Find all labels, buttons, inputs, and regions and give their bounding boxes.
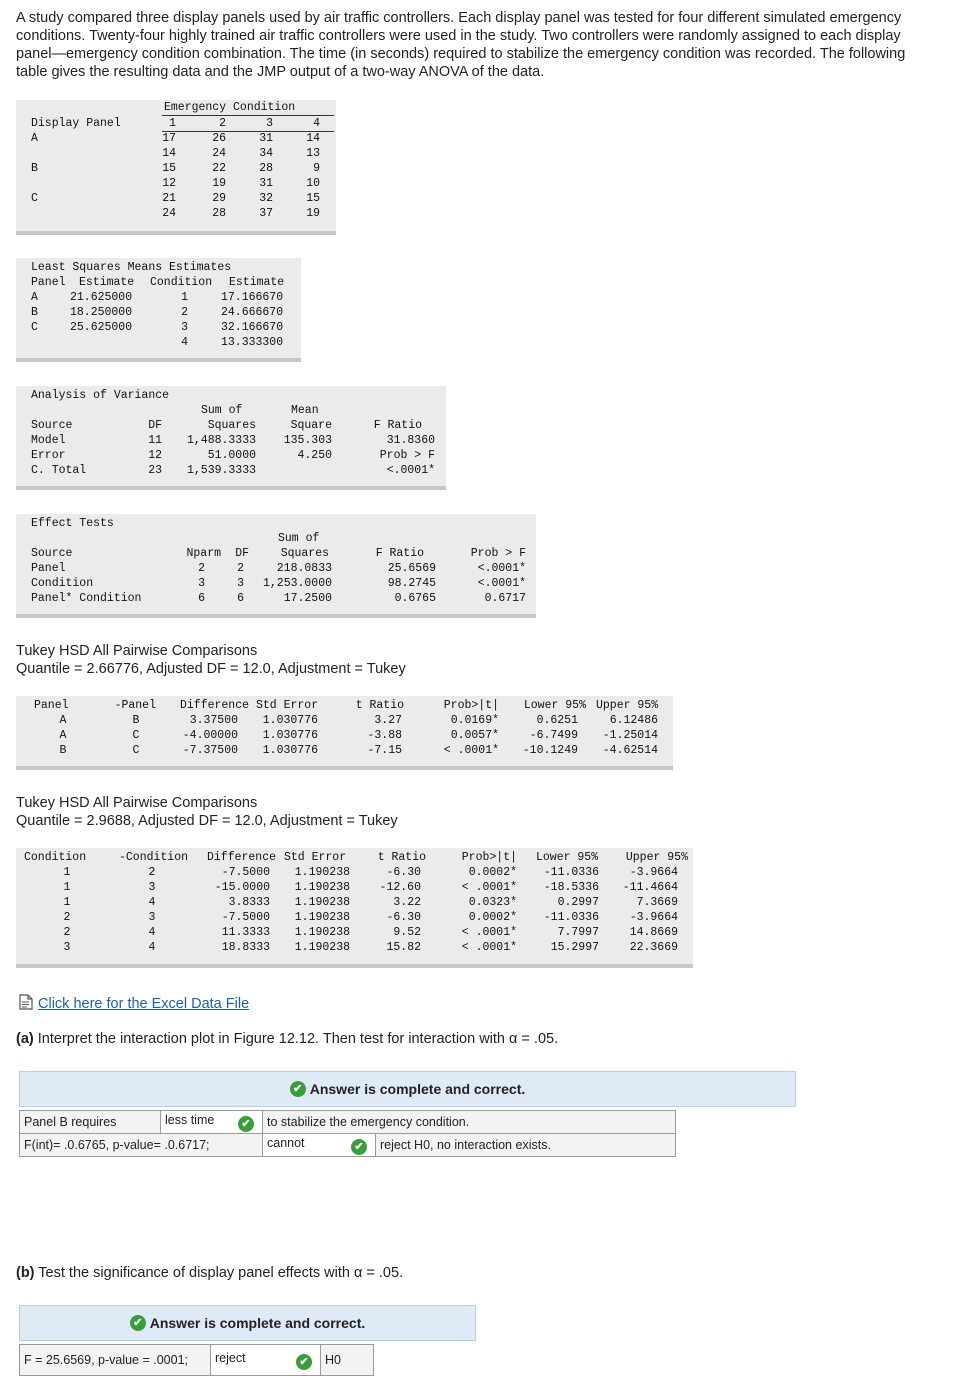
effect-tests-panel <box>16 514 536 618</box>
anova-title: Analysis of Variance <box>31 389 170 402</box>
tukey2-cell: -11.4664 <box>622 881 678 894</box>
lsm-header: Condition <box>150 276 213 289</box>
part-b-label: (b) <box>16 1265 35 1281</box>
excel-link-text: Click here for the Excel Data File <box>38 996 250 1012</box>
tukey2-cell: -6.30 <box>386 911 421 924</box>
tukey1-header: Std Error <box>256 699 319 712</box>
anova-header: F Ratio <box>373 419 422 432</box>
problem-intro: A study compared three display panels used by air traffic controllers. Each display panel was tested for four different simulated emergency conditions. Twenty-four highly trained air traffic controllers were used in the study. Two controllers were randomly assigned to each display panel—emergency condition combination. The time (in seconds) required to stabilize the emergency condition was recorded. The following table gives the resulting data and the JMP output of a two-way ANOVA of the data. <box>16 10 906 80</box>
part-a-text: Interpret the interaction plot in Figure 12.12. Then test for interaction with <box>37 1031 505 1047</box>
data-cell: 34 <box>259 147 273 160</box>
effects-header: Nparm <box>186 547 221 560</box>
anova-cell: C. Total <box>31 464 87 477</box>
tukey2-header: Lower 95% <box>536 851 599 864</box>
part-b-text: Test the significance of display panel effects with <box>38 1265 350 1281</box>
tukey1-cell: 6.12486 <box>609 714 658 727</box>
tukey2-cell: 1.190238 <box>294 911 350 924</box>
effects-cell: Panel* Condition <box>31 592 142 605</box>
tukey1-cell: 3.37500 <box>189 714 238 727</box>
part-a-question <box>16 1031 558 1047</box>
tukey1-panel <box>16 696 673 770</box>
tukey2-cell: 9.52 <box>393 926 421 939</box>
tukey2-cell: 15.82 <box>386 941 421 954</box>
anova-cell: 51.0000 <box>207 449 256 462</box>
data-cell: 32 <box>259 192 273 205</box>
tukey2-cell: 7.7997 <box>557 926 599 939</box>
lsm-condition-label: 4 <box>181 336 188 349</box>
effects-cell: 6 <box>198 592 205 605</box>
panel-underline <box>16 614 536 618</box>
tukey1-cell: A <box>59 729 67 742</box>
effects-cell: 6 <box>237 592 244 605</box>
part-a-dropdown[interactable] <box>263 1134 376 1157</box>
tukey1-cell: 0.0057* <box>450 729 499 742</box>
part-a-label: (a) <box>16 1031 34 1047</box>
tukey2-cell: 7.3669 <box>636 896 678 909</box>
tukey1-cell: -3.88 <box>367 729 402 742</box>
col-header: 4 <box>313 117 320 130</box>
effects-cell: 2 <box>237 562 244 575</box>
lsm-condition-estimate: 13.333300 <box>221 336 284 349</box>
lsm-panel-label: B <box>31 306 38 319</box>
lsm-panel <box>16 258 301 362</box>
effects-cell: 0.6717 <box>484 592 526 605</box>
tukey2-cell: -11.0336 <box>543 911 599 924</box>
panel-label: A <box>31 132 38 145</box>
data-cell: 15 <box>162 162 176 175</box>
tukey2-cell: 4 <box>148 926 156 939</box>
tukey2-cell: 1.190238 <box>294 866 350 879</box>
data-cell: 17 <box>162 132 176 145</box>
tukey2-cell: 15.2997 <box>550 941 599 954</box>
tukey2-cell: -12.60 <box>379 881 421 894</box>
tukey1-header: Prob>|t| <box>443 699 499 712</box>
tukey2-header: -Condition <box>118 851 188 864</box>
anova-cell: 23 <box>148 464 162 477</box>
panel-underline <box>16 766 673 770</box>
anova-cell: Prob > F <box>379 449 435 462</box>
anova-cell: 11 <box>148 434 162 447</box>
tukey1-cell: -7.15 <box>367 744 402 757</box>
tukey1-cell: < .0001* <box>443 744 499 757</box>
part-a-alpha: α = .05. <box>509 1031 559 1047</box>
tukey1-cell: B <box>59 744 67 757</box>
anova-cell: Error <box>31 449 66 462</box>
anova-header: DF <box>148 419 162 432</box>
tukey1-header: Difference <box>179 699 249 712</box>
col-header: 2 <box>219 117 226 130</box>
tukey2-cell: 4 <box>148 941 156 954</box>
anova-header: Source <box>31 419 73 432</box>
tukey2-header: Condition <box>24 851 87 864</box>
part-b-answer-table <box>19 1344 374 1376</box>
tukey2-cell: -3.9664 <box>629 866 678 879</box>
tukey1-cell: A <box>59 714 67 727</box>
tukey2-cell: -3.9664 <box>629 911 678 924</box>
lsm-condition-estimate: 24.666670 <box>221 306 284 319</box>
data-cell: 21 <box>162 192 176 205</box>
lsm-panel-estimate: 25.625000 <box>70 321 133 334</box>
display-panel-header: Display Panel <box>31 117 121 130</box>
anova-cell: 12 <box>148 449 162 462</box>
tukey2-cell: < .0001* <box>461 926 517 939</box>
dropdown-value: reject <box>215 1350 246 1365</box>
tukey2-cell: < .0001* <box>461 881 517 894</box>
effects-cell: 25.6569 <box>387 562 436 575</box>
anova-header: Square <box>290 419 332 432</box>
data-cell: 19 <box>212 177 226 190</box>
tukey2-cell: 1.190238 <box>294 881 350 894</box>
tukey2-header: Difference <box>206 851 276 864</box>
effects-header: Source <box>31 547 73 560</box>
data-cell: 24 <box>212 147 226 160</box>
tukey1-cell: -10.1249 <box>522 744 578 757</box>
tukey2-cell: 1.190238 <box>294 896 350 909</box>
tukey2-title: Tukey HSD All Pairwise Comparisons <box>16 795 258 811</box>
tukey2-cell: 1.190238 <box>294 941 350 954</box>
tukey2-cell: 0.2997 <box>557 896 599 909</box>
tukey1-cell: 0.0169* <box>450 714 499 727</box>
data-cell: 22 <box>212 162 226 175</box>
part-b-dropdown[interactable] <box>211 1345 321 1376</box>
effects-cell: 218.0833 <box>276 562 332 575</box>
data-cell: 9 <box>313 162 320 175</box>
tukey2-cell: 2 <box>63 926 71 939</box>
tukey1-cell: -4.62514 <box>602 744 658 757</box>
lsm-condition-label: 1 <box>181 291 188 304</box>
tukey2-cell: 3 <box>148 911 156 924</box>
check-circle-icon: ✔ <box>290 1081 306 1097</box>
effects-cell: 2 <box>198 562 205 575</box>
data-cell: 28 <box>259 162 273 175</box>
panel-underline <box>16 231 336 235</box>
tukey1-cell: -1.25014 <box>602 729 658 742</box>
tukey2-cell: 11.3333 <box>221 926 270 939</box>
tukey2-cell: 18.8333 <box>221 941 270 954</box>
lsm-condition-label: 3 <box>181 321 188 334</box>
tukey2-cell: 14.8669 <box>629 926 678 939</box>
tukey1-header: Panel <box>34 699 69 712</box>
tukey2-cell: 3.8333 <box>228 896 270 909</box>
tukey2-cell: -7.5000 <box>221 911 270 924</box>
part-b-banner-text: Answer is complete and correct. <box>149 1315 366 1331</box>
lsm-panel-label: A <box>31 291 38 304</box>
tukey2-cell: 2 <box>148 866 156 879</box>
anova-panel <box>16 386 446 490</box>
effects-cell: 3 <box>198 577 205 590</box>
data-cell: 31 <box>259 177 273 190</box>
data-cell: 24 <box>162 207 176 220</box>
effects-cell: 17.2500 <box>283 592 332 605</box>
tukey1-cell: B <box>132 714 140 727</box>
tukey2-cell: 3 <box>63 941 71 954</box>
tukey1-cell: 1.030776 <box>262 729 318 742</box>
tukey2-header: Upper 95% <box>625 851 688 864</box>
tukey2-cell: 2 <box>63 911 71 924</box>
data-cell: 14 <box>306 132 320 145</box>
part-b-alpha: α = .05. <box>354 1265 404 1281</box>
effects-cell: 0.6765 <box>394 592 436 605</box>
check-circle-icon: ✔ <box>296 1354 312 1370</box>
tukey2-cell: -6.30 <box>386 866 421 879</box>
lsm-panel-estimate: 21.625000 <box>70 291 133 304</box>
tukey2-header: Prob>|t| <box>461 851 517 864</box>
effects-cell: <.0001* <box>477 577 526 590</box>
check-circle-icon: ✔ <box>351 1139 367 1155</box>
anova-header: Squares <box>207 419 256 432</box>
anova-cell: 31.8360 <box>386 434 435 447</box>
check-circle-icon: ✔ <box>238 1116 254 1132</box>
file-icon <box>18 994 34 1014</box>
tukey2-cell: 1 <box>63 881 71 894</box>
check-circle-icon: ✔ <box>130 1315 146 1331</box>
anova-cell: 135.303 <box>283 434 332 447</box>
tukey2-cell: -18.5336 <box>543 881 599 894</box>
tukey2-header: Std Error <box>284 851 347 864</box>
part-a-cell: F(int)= .0.6765, p-value= .0.6717; <box>20 1134 263 1157</box>
effects-cell: 98.2745 <box>387 577 436 590</box>
tukey1-cell: 1.030776 <box>262 714 318 727</box>
part-a-answer-table <box>19 1110 676 1157</box>
part-a-dropdown[interactable] <box>161 1111 263 1134</box>
tukey2-cell: -11.0336 <box>543 866 599 879</box>
panel-label: C <box>31 192 38 205</box>
effects-cell: 1,253.0000 <box>262 577 332 590</box>
effects-cell: Panel <box>31 562 66 575</box>
effects-header: Prob > F <box>470 547 526 560</box>
lsm-condition-estimate: 32.166670 <box>221 321 284 334</box>
data-cell: 14 <box>162 147 176 160</box>
effects-title: Effect Tests <box>31 517 114 530</box>
lsm-condition-estimate: 17.166670 <box>221 291 284 304</box>
tukey2-cell: -7.5000 <box>221 866 270 879</box>
lsm-title: Least Squares Means Estimates <box>31 261 232 274</box>
lsm-panel-estimate: 18.250000 <box>70 306 133 319</box>
anova-header: Sum of <box>201 404 243 417</box>
tukey2-cell: 0.0002* <box>468 866 517 879</box>
data-cell: 26 <box>212 132 226 145</box>
part-b-cell: H0 <box>321 1345 374 1376</box>
tukey1-cell: -7.37500 <box>182 744 238 757</box>
data-cell: 10 <box>306 177 320 190</box>
data-cell: 13 <box>306 147 320 160</box>
emergency-condition-header: Emergency Condition <box>164 101 296 114</box>
tukey2-cell: < .0001* <box>461 941 517 954</box>
tukey1-subtitle: Quantile = 2.66776, Adjusted DF = 12.0, Adjustment = Tukey <box>16 661 406 677</box>
tukey2-cell: 3.22 <box>393 896 421 909</box>
effects-header: F Ratio <box>375 547 424 560</box>
excel-data-link[interactable] <box>18 994 249 1014</box>
tukey2-cell: 22.3669 <box>629 941 678 954</box>
data-cell: 37 <box>259 207 273 220</box>
part-b-banner <box>19 1305 476 1341</box>
tukey1-cell: -4.00000 <box>182 729 238 742</box>
tukey2-cell: 3 <box>148 881 156 894</box>
tukey1-title: Tukey HSD All Pairwise Comparisons <box>16 643 258 659</box>
tukey1-cell: 3.27 <box>374 714 402 727</box>
effects-header: Squares <box>280 547 329 560</box>
tukey2-cell: 0.0323* <box>468 896 517 909</box>
tukey1-cell: C <box>132 744 140 757</box>
lsm-panel-label: C <box>31 321 38 334</box>
panel-underline <box>16 486 446 490</box>
tukey2-header: t Ratio <box>377 851 426 864</box>
anova-cell: <.0001* <box>386 464 435 477</box>
data-cell: 31 <box>259 132 273 145</box>
data-cell: 19 <box>306 207 320 220</box>
part-a-cell: Panel B requires <box>20 1111 161 1134</box>
tukey2-cell: 1.190238 <box>294 926 350 939</box>
anova-cell: 1,488.3333 <box>186 434 256 447</box>
part-b-question <box>16 1265 403 1281</box>
part-a-cell: reject H0, no interaction exists. <box>376 1134 676 1157</box>
panel-underline <box>16 964 693 968</box>
part-a-cell: to stabilize the emergency condition. <box>263 1111 676 1134</box>
effects-cell: 3 <box>237 577 244 590</box>
panel-underline <box>16 358 301 362</box>
tukey2-cell: 4 <box>148 896 156 909</box>
lsm-header: Estimate <box>229 276 285 289</box>
data-cell: 29 <box>212 192 226 205</box>
effects-header: DF <box>235 547 249 560</box>
lsm-condition-label: 2 <box>181 306 188 319</box>
tukey2-subtitle: Quantile = 2.9688, Adjusted DF = 12.0, Adjustment = Tukey <box>16 813 398 829</box>
tukey1-cell: C <box>132 729 140 742</box>
lsm-header: Panel <box>31 276 66 289</box>
col-header: 1 <box>169 117 176 130</box>
tukey2-cell: 0.0002* <box>468 911 517 924</box>
panel-label: B <box>31 162 38 175</box>
tukey2-cell: 1 <box>63 896 71 909</box>
part-b-cell: F = 25.6569, p-value = .0001; <box>20 1345 211 1376</box>
tukey1-header: Lower 95% <box>523 699 586 712</box>
data-table-panel <box>16 100 336 235</box>
effects-cell: Condition <box>31 577 94 590</box>
dropdown-value: less time <box>165 1112 215 1127</box>
anova-cell: Model <box>31 434 66 447</box>
anova-cell: 1,539.3333 <box>186 464 256 477</box>
tukey1-cell: 0.6251 <box>536 714 578 727</box>
tukey2-cell: -15.0000 <box>214 881 270 894</box>
tukey1-header: t Ratio <box>355 699 404 712</box>
tukey1-cell: -6.7499 <box>529 729 578 742</box>
effects-cell: <.0001* <box>477 562 526 575</box>
data-cell: 28 <box>212 207 226 220</box>
anova-header: Mean <box>291 404 319 417</box>
anova-cell: 4.250 <box>297 449 332 462</box>
lsm-header: Estimate <box>79 276 135 289</box>
data-cell: 15 <box>306 192 320 205</box>
tukey1-cell: 1.030776 <box>262 744 318 757</box>
col-header: 3 <box>266 117 273 130</box>
tukey1-header: Upper 95% <box>596 699 659 712</box>
part-a-banner <box>19 1071 796 1107</box>
dropdown-value: cannot <box>267 1135 305 1150</box>
tukey2-cell: 1 <box>63 866 71 879</box>
tukey1-header: -Panel <box>114 699 156 712</box>
part-a-banner-text: Answer is complete and correct. <box>309 1081 526 1097</box>
tukey2-panel <box>16 848 693 968</box>
effects-header: Sum of <box>278 532 320 545</box>
data-cell: 12 <box>162 177 176 190</box>
